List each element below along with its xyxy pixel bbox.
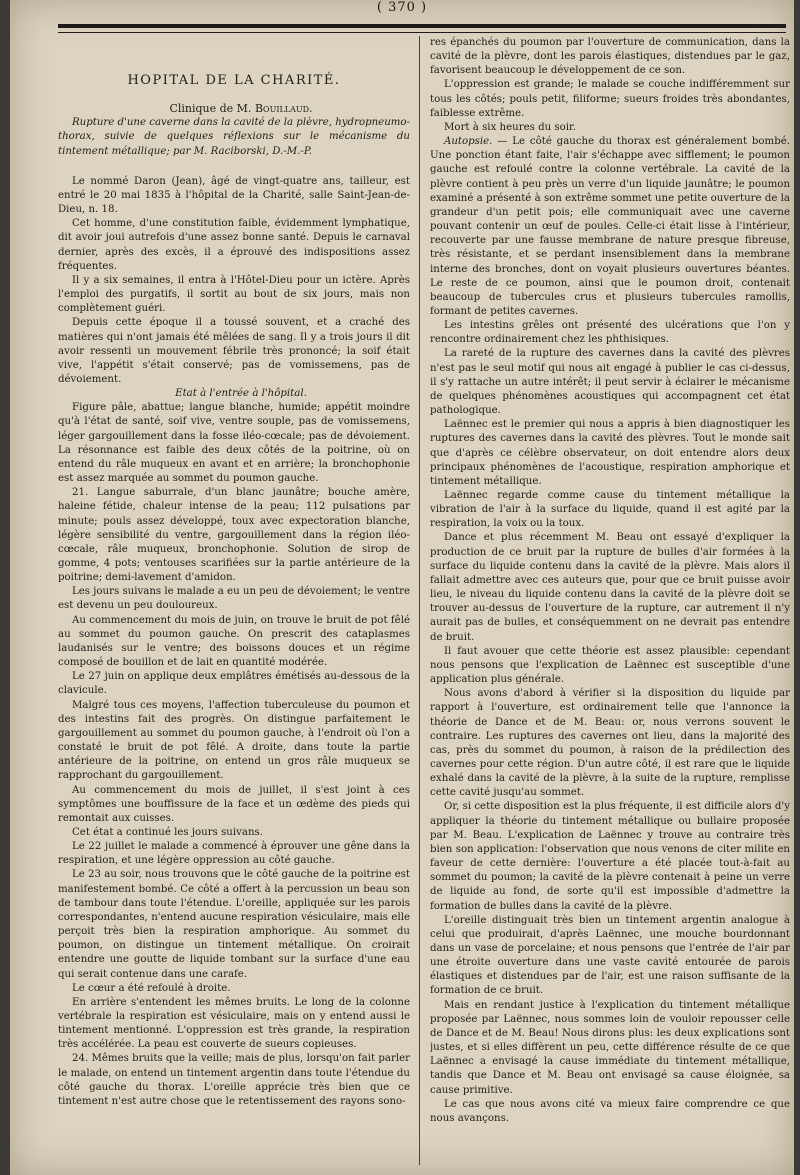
paragraph: Depuis cette époque il a toussé souvent, et a craché des matières qui n'ont jamais été mêlées de sang. Il y a trois jours il dit avoir ressenti un mouvement fébrile très prononcé; la soif était vive, l'appétit s'était conservé; pas de vomissemens, pas de dévoiement. [58, 317, 410, 385]
clinic-line [58, 102, 410, 116]
paragraph: Les jours suivans le malade a eu un peu de dévoiement; le ventre est devenu un peu douloureux. [58, 586, 410, 612]
autopsie-label: Autopsie. [444, 136, 493, 148]
paragraph: Cet homme, d'une constitution faible, évidemment lymphatique, dit avoir joui autrefois d'une assez bonne santé. Depuis le carnaval dernier, après des excès, il a éprouvé des indispositions assez fréquentes. [58, 218, 410, 272]
paragraph: Il faut avouer que cette théorie est assez plausible: cependant nous pensons que l'explication de Laënnec est susceptible d'une application plus générale. [430, 645, 790, 686]
page-number: ( 370 ) [376, 0, 428, 15]
paragraph: Le nommé Daron (Jean), âgé de vingt-quatre ans, tailleur, est entré le 20 mai 1835 à l'hôpital de la Charité, salle Saint-Jean-de-Dieu, n. 18. [58, 175, 410, 216]
autopsie-text: — Le côté gauche du thorax est généralement bombé. Une ponction étant faite, l'air s'échappe avec sifflement; le poumon gauche est refoulé contre la colonne vertébrale. La cavité de la plèvre contient à peu près un verre d'un liquide jaunâtre; le poumon examiné a présenté à son extrême sommet une petite ouverture de la grandeur d'un petit pois; elle communiquait avec une caverne pouvant contenir un œuf de poules. Celle-ci était lisse à l'intérieur, recouverte par une fausse membrane de nature presque fibreuse, très résistante, et se perdant insensiblement dans la membrane interne des bronches, dont on voyait plusieurs ouvertures béantes. Le reste de ce poumon, ainsi que le poumon droit, contenait beaucoup de tubercules crus et plusieurs tubercules ramollis, formant de petites cavernes. [430, 136, 790, 317]
subheading: Etat à l'entrée à l'hôpital. [175, 388, 307, 400]
paragraph: L'oreille distinguait très bien un tintement argentin analogue à celui que produirait, d'après Laënnec, une mouche bourdonnant dans un vase de porcelaine; et nous pensons que l'entrée de l'air par une étroite ouverture dans une vaste cavité entourée de parois élastiques et distendues par de l'air, est une raison suffisante de la formation de ce bruit. [430, 914, 790, 997]
column-divider [419, 36, 420, 1165]
paragraph: En arrière s'entendent les mêmes bruits. Le long de la colonne vertébrale la respiration est vésiculaire, mais on y entend aussi le tintement mentionné. L'oppression est très grande, la respiration très accélérée. La peau est couverte de sueurs copieuses. [58, 996, 410, 1051]
paragraph: 21. Langue saburrale, d'un blanc jaunâtre; bouche amère, haleine fétide, chaleur intense de la peau; 112 pulsations par minute; pouls assez développé, toux avec expectoration blanche, légère sensibilité du ventre, gargouillement dans la région iléo-cœcale, râle muqueux, bronchophonie. Solution de sirop de gomme, 4 pots; ventouses scarifiées sur la partie antérieure de la poitrine; demi-lavement d'amidon. [58, 487, 410, 584]
paragraph-autopsie [430, 135, 790, 319]
article-author: par M. Raciborski, D.-M.-P. [169, 145, 312, 157]
paragraph: Le 23 au soir, nous trouvons que le côté gauche de la poitrine est manifestement bombé. Ce côté a offert à la percussion un beau son de tambour dans toute l'étendue. L'oreille, appliquée sur les parois correspondantes, n'entend aucune respiration vésiculaire, mais elle perçoit très bien la respiration amphorique. Au sommet du poumon, on distingue un tintement métallique. On croirait entendre une goutte de liquide tombant sur la surface d'une eau qui serait contenue dans une carafe. [58, 869, 410, 980]
clinic-prefix: Clinique de M. [169, 102, 255, 116]
left-column [58, 36, 410, 1165]
paragraph: Dance et plus récemment M. Beau ont essayé d'expliquer la production de ce bruit par la rupture de bulles d'air formées à la surface du liquide contenu dans la cavité de la plèvre. Mais alors il fallait admettre avec ces auteurs que, pour que ce bruit puisse avoir lieu, le niveau du liquide contenu dans la cavité de la plèvre doit se trouver au-dessus de l'ouverture de la rupture, car autrement il n'y aurait pas de bulles, et conséquemment on ne devrait pas entendre de bruit. [430, 532, 790, 643]
article-title-italic: Rupture d'une caverne dans la cavité de la plèvre, hydropneumo-thorax, suivie de quelques réflexions sur le mécanisme du tintement métallique; [58, 117, 410, 157]
paragraph: La rareté de la rupture des cavernes dans la cavité des plèvres n'est pas le seul motif qui nous ait engagé à publier le cas ci-dessus, il s'y rattache un autre intérêt; il peut servir à éclairer le mécanisme de quelques phénomènes acoustiques qui accompagnent cet état pathologique. [430, 348, 790, 417]
newspaper-page [10, 0, 794, 1175]
paragraph: Nous avons d'abord à vérifier si la disposition du liquide par rapport à l'ouverture, est ordinairement telle que l'annonce la théorie de Dance et de M. Beau: or, nous verrons souvent le contraire. Les ruptures des cavernes ont lieu, dans la majorité des cas, près du sommet du poumon, à raison de la prédilection des cavernes pour cette région. D'un autre côté, il est rare que le liquide exhalé dans la cavité de la plèvre, à la suite de la rupture, remplisse cette cavité jusqu'au sommet. [430, 688, 790, 799]
paragraph: Or, si cette disposition est la plus fréquente, il est difficile alors d'y appliquer la théorie du tintement métallique ou bullaire proposée par M. Beau. L'explication de Laënnec y trouve au contraire très bien son application: l'observation que nous venons de citer milite en faveur de cette dernière: l'ouverture a été placée tout-à-fait au sommet du poumon; la cavité de la plèvre contenait à peine un verre de liquide au fond, de sorte qu'il est impossible d'admettre la formation de bulles dans la cavité de la plèvre. [430, 801, 790, 912]
paragraph: Le cœur a été refoulé à droite. [72, 982, 231, 994]
paragraph: Figure pâle, abattue; langue blanche, humide; appétit moindre qu'à l'état de santé, soif vive, ventre souple, pas de vomissemens, léger gargouillement dans la fosse iléo-cœcale; pas de dévoiement. La résonnance est faible des deux côtés de la poitrine, où on entend du râle muqueux en avant et en arrière; la bronchophonie est assez marquée au sommet du poumon gauche. [58, 402, 410, 485]
paragraph: Mais en rendant justice à l'explication du tintement métallique proposée par Laënnec, nous sommes loin de vouloir repousser celle de Dance et de M. Beau! Nous dirons plus: les deux explications sont justes, et si elles diffèrent un peu, cette différence résulte de ce que Laënnec a envisagé la cause immédiate du tintement métallique, tandis que Dance et M. Beau ont envisagé sa cause éloignée, sa cause primitive. [430, 999, 790, 1096]
paragraph: Cet état a continué les jours suivans. [72, 826, 263, 838]
clinic-name: Bouillaud. [254, 102, 313, 116]
section-title: HOPITAL DE LA CHARITÉ. [127, 73, 341, 88]
header-rule [58, 24, 786, 28]
paragraph: res épanchés du poumon par l'ouverture de communication, dans la cavité de la plèvre, dont les parois élastiques, distendues par le gaz, favorisent beaucoup le développement de ce son. [430, 37, 790, 77]
paragraph: Il y a six semaines, il entra à l'Hôtel-Dieu pour un ictère. Après l'emploi des purgatifs, il sortit au bout de six jours, mais non complètement guéri. [58, 274, 410, 315]
paragraph: Laënnec est le premier qui nous a appris à bien diagnostiquer les ruptures des cavernes dans la cavité des plèvres. Tout le monde sait que d'après ce célèbre observateur, on doit entendre alors deux principaux phénomènes de l'acoustique, respiration amphorique et tintement métallique. [430, 419, 790, 487]
paragraph: Le 27 juin on applique deux emplâtres émétisés au-dessous de la clavicule. [58, 671, 410, 697]
right-column [430, 36, 790, 1165]
article-title [58, 116, 410, 158]
paragraph: Au commencement du mois de juin, on trouve le bruit de pot fêlé au sommet du poumon gauche. On prescrit des cataplasmes laudanisés sur le ventre; des boissons douces et un régime composé de bouillon et de lait en quantité modérée. [58, 614, 410, 669]
paragraph: L'oppression est grande; le malade se couche indifféremment sur tous les côtés; pouls petit, filiforme; sueurs froides très abondantes, faiblesse extrême. [430, 79, 790, 119]
paragraph: Le cas que nous avons cité va mieux faire comprendre ce que nous avançons. [430, 1098, 790, 1124]
paragraph: Les intestins grêles ont présenté des ulcérations que l'on y rencontre ordinairement chez les phthisiques. [430, 320, 790, 346]
header-rule-thin [58, 32, 786, 33]
paragraph: Au commencement du mois de juillet, il s'est joint à ces symptômes une bouffissure de la face et un œdème des pieds qui remontait aux cuisses. [58, 784, 410, 824]
paragraph: 24. Mêmes bruits que la veille; mais de plus, lorsqu'on fait parler le malade, on entend un tintement argentin dans toute l'étendue du côté gauche du thorax. L'oreille apprécie très bien que ce tintement n'est autre chose que le retentissement des rayons sono- [58, 1053, 410, 1107]
paragraph: Laënnec regarde comme cause du tintement métallique la vibration de l'air à la surface du liquide, quand il est agité par la respiration, la voix ou la toux. [430, 490, 790, 530]
paragraph: Mort à six heures du soir. [444, 121, 576, 133]
paragraph: Malgré tous ces moyens, l'affection tuberculeuse du poumon et des intestins fait des progrès. On distingue parfaitement le gargouillement au sommet du poumon gauche, à l'endroit où l'on a constaté le bruit de pot fêlé. A droite, dans toute la partie antérieure de la poitrine, on entend un gros râle muqueux se rapprochant du gargouillement. [58, 699, 410, 782]
paragraph: Le 22 juillet le malade a commencé à éprouver une gêne dans la respiration, et une légère oppression au côté gauche. [58, 841, 410, 867]
